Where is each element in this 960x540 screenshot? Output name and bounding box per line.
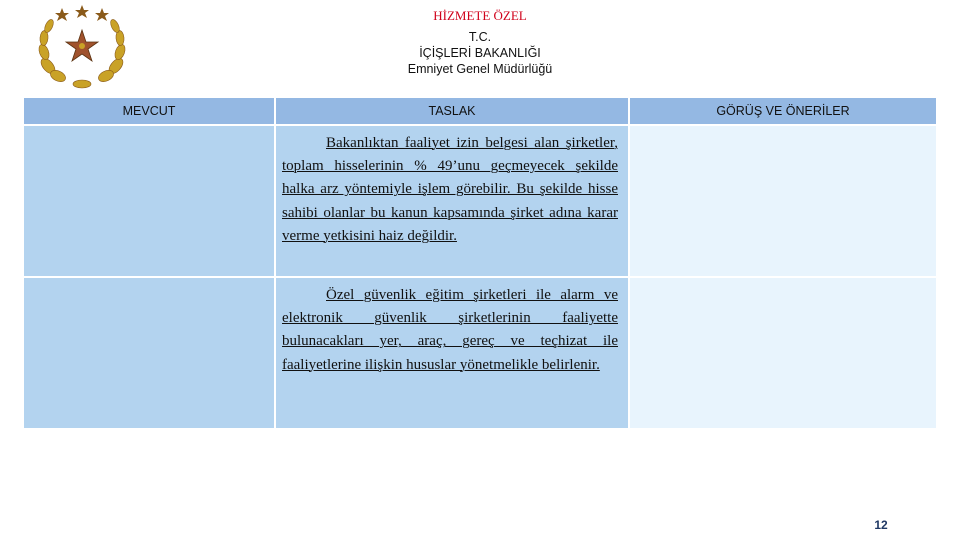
organization-heading: [0, 29, 960, 77]
org-ministry: İÇİŞLERİ BAKANLIĞI: [419, 46, 541, 60]
taslak-text: Bakanlıktan faaliyet izin belgesi alan şirketler, toplam hisselerinin % 49’unu geçmeyecek şekilde halka arz yöntemiyle işlem görebilir. Bu şekilde hisse sahibi olanlar bu kanun kapsamında şirket adına karar verme yetkisini haiz değildir.: [282, 135, 618, 244]
column-header-mevcut: MEVCUT: [23, 97, 275, 125]
column-header-gorus: GÖRÜŞ VE ÖNERİLER: [629, 97, 937, 125]
classification-label: HİZMETE ÖZEL: [433, 8, 527, 23]
mevcut-cell: [23, 125, 275, 277]
column-header-taslak: TASLAK: [275, 97, 629, 125]
comparison-table: [22, 96, 938, 430]
taslak-cell: [275, 277, 629, 429]
gorus-cell: [629, 125, 937, 277]
table-header-row: [23, 97, 937, 125]
page-number: 12: [874, 518, 888, 532]
org-directorate: Emniyet Genel Müdürlüğü: [407, 62, 553, 76]
taslak-text: Özel güvenlik eğitim şirketleri ile alarm ve elektronik güvenlik şirketlerinin faaliyette bulunacakları yer, araç, gereç ve teçhizat ile faaliyetlerine ilişkin hususlar yönetmelikle belirlenir.: [282, 287, 618, 373]
org-country: T.C.: [468, 30, 492, 44]
table-row: [23, 277, 937, 429]
gorus-cell: [629, 277, 937, 429]
table-row: [23, 125, 937, 277]
mevcut-cell: [23, 277, 275, 429]
taslak-cell: [275, 125, 629, 277]
